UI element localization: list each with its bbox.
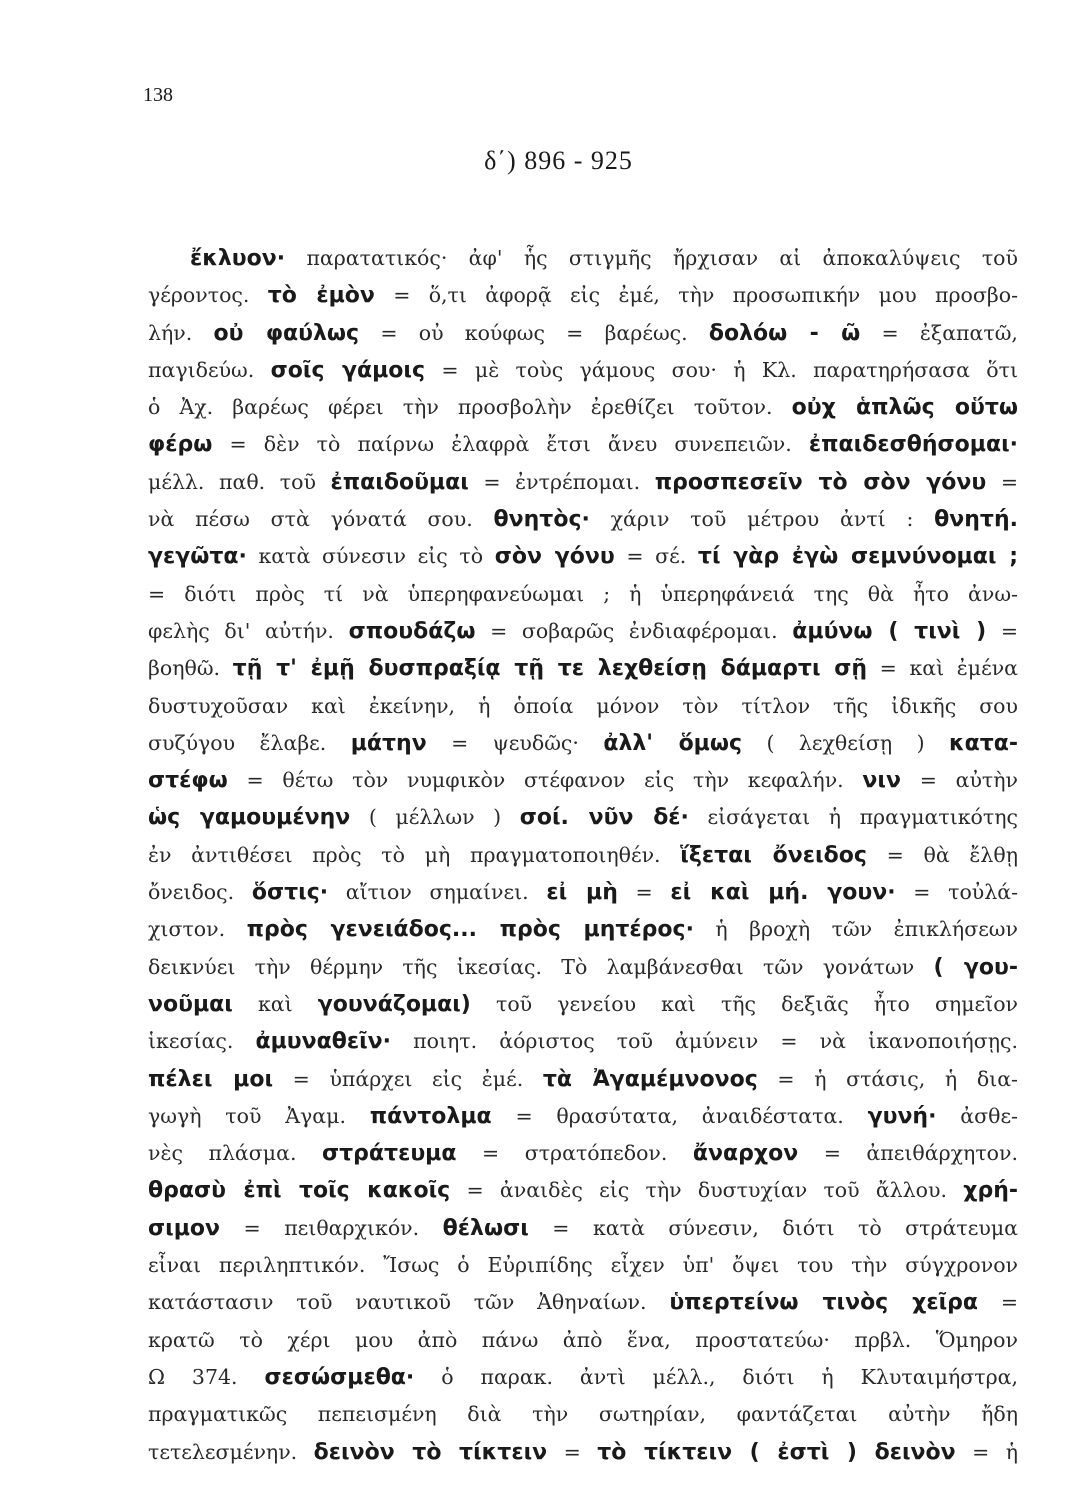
text-line [148,1284,1018,1321]
text-line [148,688,1018,725]
gloss-text: γέροντος. [148,283,268,308]
lemma-term: τί γὰρ ἐγὼ σεμνύνομαι ; [697,544,1018,570]
text-line [148,1023,1018,1060]
gloss-text: ἱκεσίας. [148,1029,256,1054]
text-line [148,650,1018,687]
text-line [148,464,1018,501]
gloss-text: = ὑπάρχει εἰς ἐμέ. [273,1066,543,1091]
gloss-text: κατὰ σύνεσιν εἰς τὸ [246,544,495,569]
lemma-term: ἀμυναθεῖν· [255,1029,392,1055]
gloss-text: = δὲν τὸ παίρνω ἐλαφρὰ ἔτσι ἄνευ συνεπειῶν. [212,432,809,457]
gloss-text: = [978,1290,1018,1315]
lemma-term: κατα- [948,730,1018,756]
gloss-text: = θὰ ἔλθῃ [866,842,1018,867]
gloss-text: κατάστασιν τοῦ ναυτικοῦ τῶν Ἀθηναίων. [148,1290,670,1315]
lemma-term: πέλει μοι [148,1066,274,1092]
gloss-text: βοηθῶ. [148,656,233,681]
gloss-text: κρατῶ τὸ χέρι μου ἀπὸ πάνω ἀπὸ ἕνα, προστατεύω· πρβλ. Ὅμηρον [148,1327,1018,1352]
text-line [148,1359,1018,1396]
lemma-term: ἀλλ' ὅμως [603,730,743,756]
lemma-term: νοῦμαι [148,991,233,1017]
lemma-term: εἰ καὶ μή. γουν· [670,880,896,906]
gloss-text: = τοὐλά- [895,880,1018,905]
text-line [148,389,1018,426]
gloss-text: = [986,618,1018,643]
lemma-term: ὅστις· [251,880,329,906]
gloss-text: γωγὴ τοῦ Ἀγαμ. [148,1103,370,1128]
lemma-term: ὑπερτείνω τινὸς χεῖρα [669,1290,979,1316]
lemma-term: χρή- [963,1178,1018,1204]
text-line [148,1172,1018,1209]
lemma-term: δεινὸν τὸ τίκτειν [313,1439,548,1465]
text-line [148,352,1018,389]
lemma-term: εἰ μὴ [546,880,618,906]
lemma-term: σοῖς γάμοις [270,357,425,383]
lemma-term: ἔκλυον· [190,246,286,271]
page-number: 138 [143,84,173,106]
gloss-text: Ω 374. [148,1364,265,1389]
gloss-text: συζύγου ἔλαβε. [148,730,351,755]
text-line [148,613,1018,650]
gloss-text: ( λεχθείσῃ ) [742,730,949,755]
lemma-term: πρὸς γενειάδος... πρὸς μητέρος· [246,917,694,943]
gloss-text: ὄνειδος. [148,880,252,905]
text-line [148,1322,1018,1359]
text-line [148,949,1018,986]
lemma-term: ἐπαιδεσθήσομαι· [808,432,1018,458]
lemma-term: νιν [862,768,901,794]
lemma-term: θνητή. [934,507,1018,533]
gloss-text: = ὅ,τι ἀφορᾷ εἰς ἐμέ, τὴν προσωπικήν μου προσβο- [374,283,1018,308]
gloss-text: = ἡ στάσις, ἡ δια- [757,1066,1018,1091]
gloss-text: εἶναι περιληπτικόν. Ἴσως ὁ Εὐριπίδης εἶχεν ὑπ' ὄψει του τὴν σύγχρονον [148,1253,1018,1278]
gloss-text: χάριν τοῦ μέτρου ἀντί : [589,507,935,532]
gloss-text: δυστυχοῦσαν καὶ ἐκείνην, ἡ ὁποία μόνον τὸν τίτλον τῆς ἰδικῆς σου [148,693,1018,718]
text-line [148,538,1018,575]
gloss-text: = [617,880,671,905]
gloss-text: ὁ Ἀχ. βαρέως φέρει τὴν προσβολὴν ἐρεθίζει τοῦτον. [148,395,792,420]
text-line [148,1247,1018,1284]
gloss-text: παγιδεύω. [148,357,271,382]
text-line [148,837,1018,874]
gloss-text: τοῦ γενείου καὶ τῆς δεξιᾶς ἦτο σημεῖον [470,991,1018,1016]
gloss-text: = ἀπειθάρχητον. [798,1141,1018,1166]
gloss-text: μέλλ. παθ. τοῦ [148,469,331,494]
gloss-text: = [547,1439,598,1464]
gloss-text: τετελεσμένην. [148,1439,314,1464]
gloss-text: ποιητ. ἀόριστος τοῦ ἀμύνειν = νὰ ἱκανοποιήσῃς. [391,1029,1018,1054]
lemma-term: οὐχ ἁπλῶς οὕτω [791,395,1018,421]
gloss-text: = οὐ κούφως = βαρέως. [359,320,709,345]
lemma-term: θρασὺ ἐπὶ τοῖς κακοῖς [148,1178,451,1204]
text-line [148,501,1018,538]
gloss-text: χιστον. [148,917,247,942]
lemma-term: σιμον [148,1215,220,1241]
text-line [148,1061,1018,1098]
lemma-term: προσπεσεῖν τὸ σὸν γόνυ [654,469,987,495]
lemma-term: σὸν γόνυ [494,544,615,570]
gloss-text: αἴτιον σημαίνει. [328,880,547,905]
lemma-term: τὰ Ἀγαμέμνονος [542,1066,758,1092]
section-heading: δ΄) 896 - 925 [484,146,633,175]
gloss-text: πραγματικῶς πεπεισμένη διὰ τὴν σωτηρίαν, φαντάζεται αὐτὴν ἤδη [148,1402,1018,1427]
text-line [148,1135,1018,1172]
gloss-text: λήν. [148,320,214,345]
text-line [148,1396,1018,1433]
gloss-text: ἀσθε- [936,1103,1018,1128]
lemma-term: γουνάζομαι) [317,991,471,1017]
lemma-term: ἀμύνω ( τινὶ ) [792,618,987,644]
lemma-term: θέλωσι [442,1215,529,1241]
gloss-text: νὰ πέσω στὰ γόνατά σου. [148,507,494,532]
gloss-text: = σέ. [614,544,698,569]
text-line [148,1098,1018,1135]
text-line [148,799,1018,836]
gloss-text: παρατατικός· ἀφ' ἧς στιγμῆς ἤρχισαν αἱ ἀποκαλύψεις τοῦ [285,246,1018,270]
lemma-term: σοί. νῦν δέ· [519,805,689,831]
lemma-term: ὡς γαμουμένην [148,805,351,831]
gloss-text: = ἡ [955,1439,1018,1464]
gloss-text: νὲς πλάσμα. [148,1141,322,1166]
lemma-term: τῇ τ' ἐμῇ δυσπραξίᾳ τῇ τε λεχθείσῃ δάμαρτι σῇ [232,656,868,682]
text-line [148,1210,1018,1247]
gloss-text: = θέτω τὸν νυμφικὸν στέφανον εἰς τὴν κεφαλήν. [227,768,863,793]
gloss-text: = κατὰ σύνεσιν, διότι τὸ στράτευμα [528,1215,1018,1240]
gloss-text: = ἀναιδὲς εἰς τὴν δυστυχίαν τοῦ ἄλλου. [450,1178,964,1203]
gloss-text: καὶ [232,991,318,1016]
text-line [148,762,1018,799]
gloss-text: = μὲ τοὺς γάμους σου· ἡ Κλ. παρατηρήσασα ὅτι [425,357,1018,382]
gloss-text: = ἐντρέπομαι. [468,469,655,494]
gloss-text: ὁ παρακ. ἀντὶ μέλλ., διότι ἡ Κλυταιμήστρα, [414,1364,1018,1389]
lemma-term: ( γου- [933,954,1018,980]
gloss-text: = θρασύτατα, ἀναιδέστατα. [491,1103,868,1128]
lemma-term: θνητὸς· [493,507,590,533]
text-line [148,576,1018,613]
gloss-text: = αὐτὴν [900,768,1018,793]
lemma-term: στέφω [148,768,228,794]
text-line [148,240,1018,277]
gloss-text: = σοβαρῶς ἐνδιαφέρομαι. [475,618,793,643]
lemma-term: γεγῶτα· [148,544,247,570]
gloss-text: = πειθαρχικόν. [220,1215,443,1240]
gloss-text: = ἐξαπατῶ, [860,320,1018,345]
lemma-term: ἐπαιδοῦμαι [330,469,469,495]
gloss-text: = [986,469,1018,494]
lemma-term: οὐ φαύλως [213,320,360,346]
text-line [148,874,1018,911]
gloss-text: = καὶ ἐμένα [867,656,1018,681]
gloss-text: ἐν ἀντιθέσει πρὸς τὸ μὴ πραγματοποιηθέν. [148,842,681,867]
gloss-text: εἰσάγεται ἡ πραγματικότης [688,805,1018,830]
text-line [148,986,1018,1023]
lemma-term: σεσώσμεθα· [264,1364,415,1390]
gloss-text: ( μέλλων ) [350,805,520,830]
text-line [148,725,1018,762]
lemma-term: πάντολμα [369,1103,492,1129]
lemma-term: σπουδάζω [348,618,476,644]
gloss-text: δεικνύει τὴν θέρμην τῆς ἱκεσίας. Τὸ λαμβάνεσθαι τῶν γονάτων [148,954,934,979]
lemma-term: μάτην [350,730,427,756]
text-line [148,426,1018,463]
lemma-term: στράτευμα [322,1141,457,1167]
gloss-text: φελὴς δι' αὐτήν. [148,618,349,643]
lemma-term: δολόω - ῶ [708,320,861,346]
text-line [148,911,1018,948]
lemma-term: γυνή· [867,1103,937,1129]
lemma-term: ἄναρχον [692,1141,799,1167]
gloss-text: ἡ βροχὴ τῶν ἐπικλήσεων [693,917,1018,942]
lemma-term: τὸ ἐμὸν [267,283,375,309]
lemma-term: τὸ τίκτειν ( ἐστὶ ) δεινὸν [597,1439,956,1465]
text-line [148,315,1018,352]
text-line [148,1434,1018,1471]
gloss-text: = διότι πρὸς τί νὰ ὑπερηφανεύωμαι ; ἡ ὑπερηφάνειά της θὰ ἦτο ἀνω- [148,581,1018,606]
commentary-text [148,240,1018,1471]
lemma-term: ἵξεται ὄνειδος [680,842,867,868]
gloss-text: = ψευδῶς· [426,730,604,755]
gloss-text: = στρατόπεδον. [456,1141,693,1166]
text-line [148,277,1018,314]
lemma-term: φέρω [148,432,213,458]
